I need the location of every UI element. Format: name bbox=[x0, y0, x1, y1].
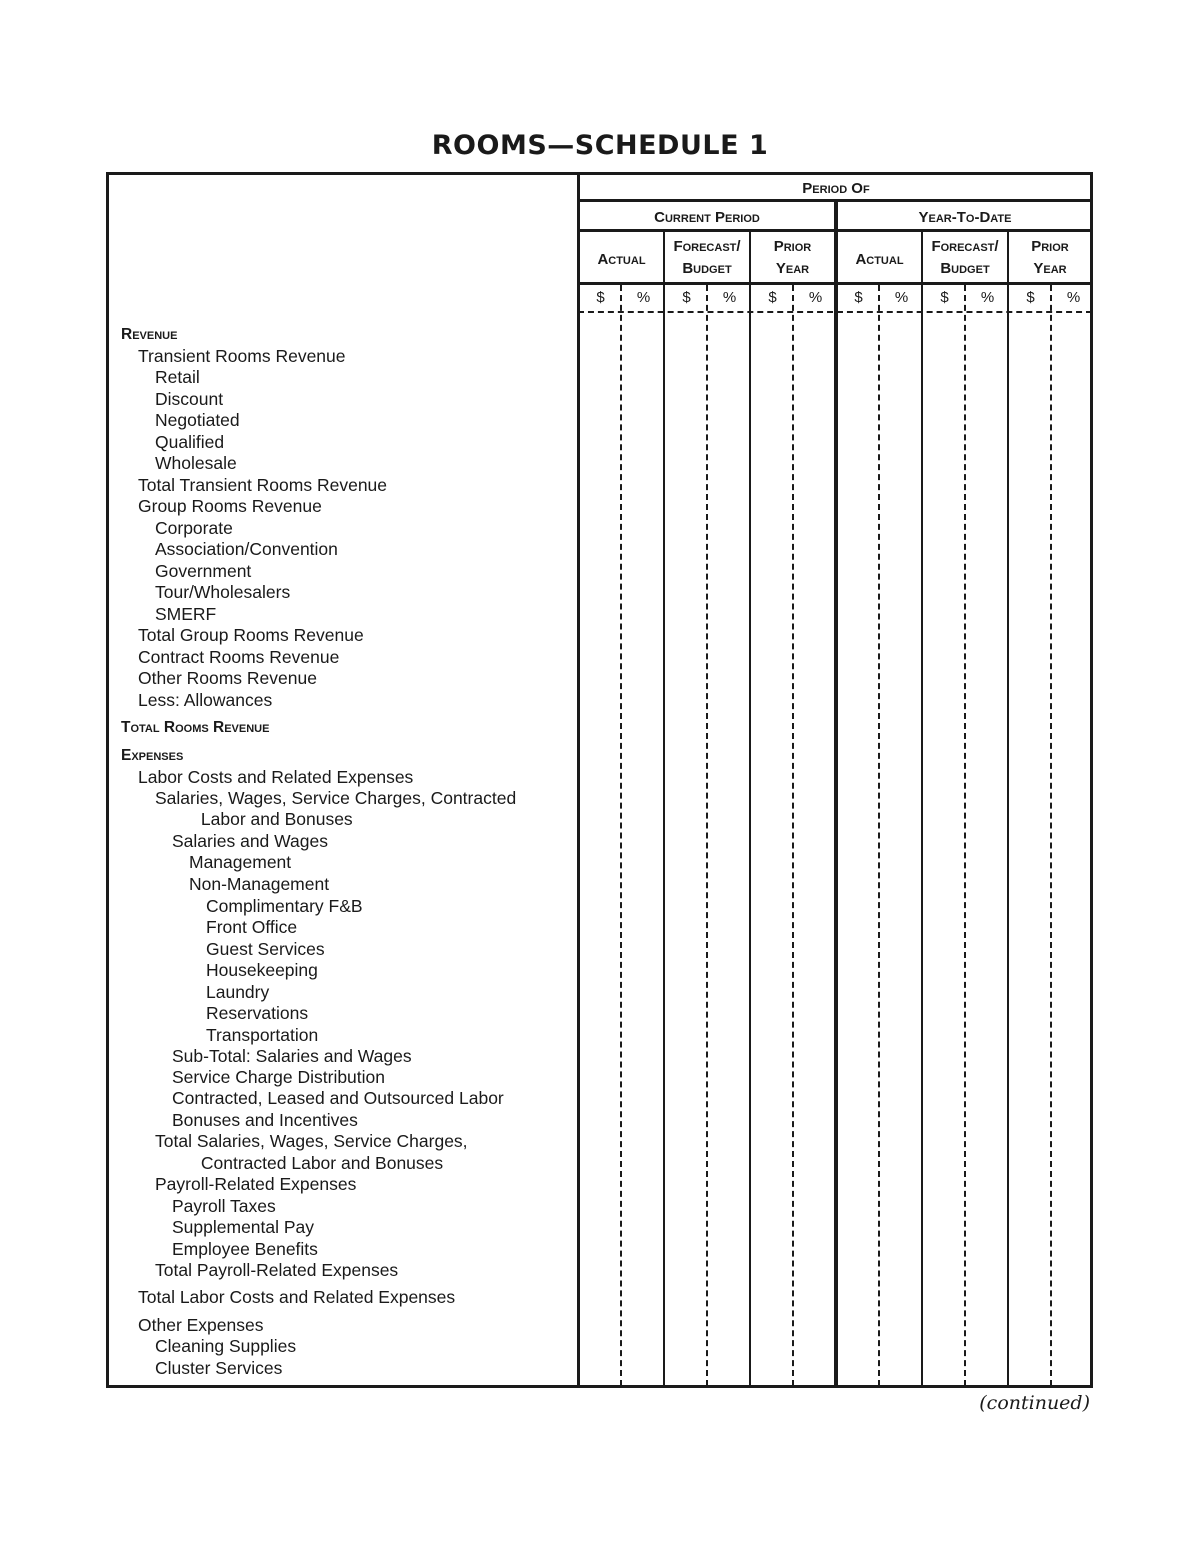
year-to-date-header: Year-To-Date bbox=[918, 209, 1012, 226]
line-item-label: Cluster Services bbox=[155, 1358, 283, 1378]
dollar-label: $ bbox=[1026, 289, 1035, 306]
line-item-label: Group Rooms Revenue bbox=[138, 496, 322, 516]
section-heading: Revenue bbox=[121, 326, 178, 343]
line-item-label: Transient Rooms Revenue bbox=[138, 346, 346, 366]
prior-year-header bbox=[751, 236, 834, 280]
line-item-label: Supplemental Pay bbox=[172, 1217, 315, 1237]
line-item-label: Employee Benefits bbox=[172, 1239, 318, 1259]
period-divider bbox=[834, 201, 838, 1386]
line-item-label: Payroll-Related Expenses bbox=[155, 1174, 357, 1194]
line-item-label: Front Office bbox=[206, 917, 298, 937]
line-item-label: Total Salaries, Wages, Service Charges, bbox=[155, 1131, 468, 1151]
continued-note: (continued) bbox=[979, 1392, 1090, 1414]
forecast-budget-header bbox=[665, 236, 749, 280]
percent-label: % bbox=[980, 289, 995, 306]
line-item-label: Housekeeping bbox=[206, 960, 318, 980]
actual-header: Actual bbox=[597, 251, 646, 268]
line-item-label: Tour/Wholesalers bbox=[155, 582, 291, 602]
line-item-label: Complimentary F&B bbox=[206, 896, 363, 916]
line-item-label: Laundry bbox=[206, 982, 270, 1002]
line-item-label: Qualified bbox=[155, 432, 225, 452]
line-item-label: Total Labor Costs and Related Expenses bbox=[138, 1287, 456, 1307]
section-heading: Expenses bbox=[121, 747, 184, 764]
prior-year-header bbox=[1009, 236, 1091, 280]
line-item-label: Contracted Labor and Bonuses bbox=[200, 1153, 444, 1173]
line-item-label: Other Expenses bbox=[138, 1315, 264, 1335]
dollar-label: $ bbox=[596, 289, 605, 306]
line-item-label: Government bbox=[155, 561, 252, 581]
dollar-label: $ bbox=[854, 289, 863, 306]
line-item-label: Labor Costs and Related Expenses bbox=[138, 767, 414, 787]
line-item-label: Salaries and Wages bbox=[172, 831, 328, 851]
percent-label: % bbox=[1066, 289, 1081, 306]
line-item-label: Transportation bbox=[206, 1025, 319, 1045]
percent-label: % bbox=[722, 289, 737, 306]
percent-label: % bbox=[894, 289, 909, 306]
line-item-label: Non-Management bbox=[189, 874, 330, 894]
budget-label: Budget bbox=[940, 260, 990, 277]
line-item-label: Service Charge Distribution bbox=[172, 1067, 386, 1087]
col-divider bbox=[663, 231, 665, 1386]
dollar-label: $ bbox=[940, 289, 949, 306]
forecast-label: Forecast/ bbox=[673, 238, 741, 255]
prior-label: Prior bbox=[1031, 238, 1069, 255]
line-item-label: Reservations bbox=[206, 1003, 309, 1023]
forecast-budget-header bbox=[923, 236, 1007, 280]
line-item-label: Sub-Total: Salaries and Wages bbox=[172, 1046, 412, 1066]
line-item-label: Bonuses and Incentives bbox=[172, 1110, 358, 1130]
subcol-divider bbox=[620, 285, 622, 1386]
actual-header: Actual bbox=[855, 251, 904, 268]
dollar-label: $ bbox=[768, 289, 777, 306]
col-divider bbox=[749, 231, 751, 1386]
col-divider bbox=[1007, 231, 1009, 1386]
dollar-label: $ bbox=[682, 289, 691, 306]
subcol-divider bbox=[792, 285, 794, 1386]
line-item-label: Corporate bbox=[155, 518, 233, 538]
line-item-label: SMERF bbox=[155, 604, 217, 624]
page-title: ROOMS—SCHEDULE 1 bbox=[431, 130, 769, 161]
year-label: Year bbox=[1033, 260, 1067, 277]
line-item-label: Salaries, Wages, Service Charges, Contracted bbox=[155, 788, 517, 808]
line-item-label: Payroll Taxes bbox=[172, 1196, 276, 1216]
line-item-label: Other Rooms Revenue bbox=[138, 668, 317, 688]
line-item-label: Labor and Bonuses bbox=[200, 809, 353, 829]
subcol-divider bbox=[878, 285, 880, 1386]
period-of-header: Period Of bbox=[802, 180, 870, 197]
prior-label: Prior bbox=[773, 238, 812, 255]
current-period-header: Current Period bbox=[654, 209, 760, 226]
col-divider bbox=[921, 231, 923, 1386]
line-item-label: Cleaning Supplies bbox=[155, 1336, 297, 1356]
line-item-label: Contract Rooms Revenue bbox=[138, 647, 340, 667]
line-item-label: Guest Services bbox=[206, 939, 325, 959]
line-item-label: Wholesale bbox=[155, 453, 237, 473]
line-item-label: Contracted, Leased and Outsourced Labor bbox=[172, 1088, 504, 1108]
subcol-divider bbox=[964, 285, 966, 1386]
forecast-label: Forecast/ bbox=[931, 238, 999, 255]
section-heading: Total Rooms Revenue bbox=[121, 719, 270, 736]
subcol-divider bbox=[1050, 285, 1052, 1386]
line-item-label: Negotiated bbox=[155, 410, 240, 430]
line-item-label: Management bbox=[189, 852, 292, 872]
label-column-divider bbox=[577, 174, 580, 1386]
line-item-label: Retail bbox=[155, 367, 200, 387]
line-item-label: Total Payroll-Related Expenses bbox=[155, 1260, 399, 1280]
budget-label: Budget bbox=[682, 260, 732, 277]
percent-label: % bbox=[808, 289, 823, 306]
line-item-label: Total Group Rooms Revenue bbox=[138, 625, 364, 645]
year-label: Year bbox=[775, 260, 810, 277]
line-item-label: Association/Convention bbox=[155, 539, 338, 559]
percent-label: % bbox=[636, 289, 651, 306]
line-item-label: Less: Allowances bbox=[138, 690, 273, 710]
line-item-label: Discount bbox=[155, 389, 224, 409]
subcol-divider bbox=[706, 285, 708, 1386]
line-item-label: Total Transient Rooms Revenue bbox=[138, 475, 388, 495]
